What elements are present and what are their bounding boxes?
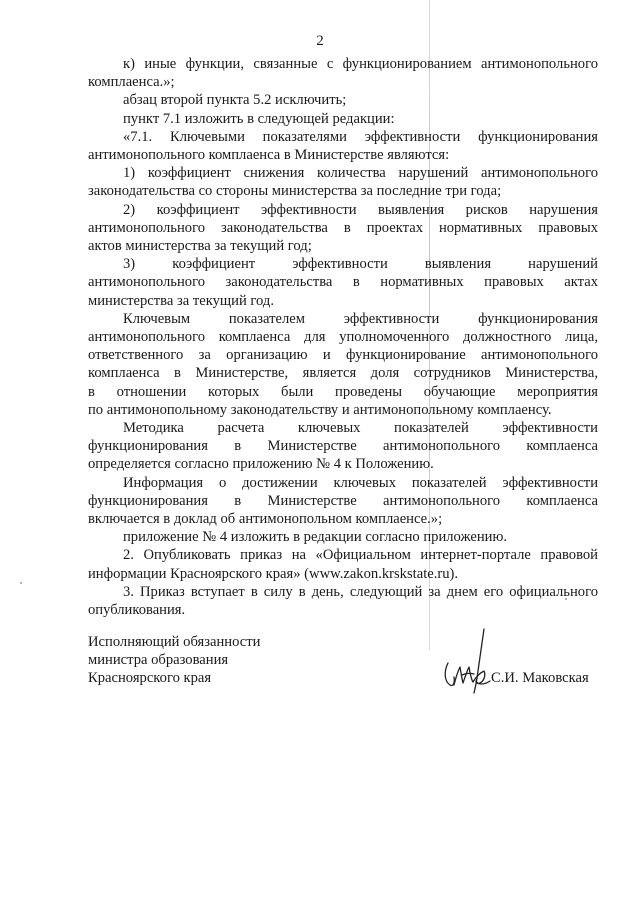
paragraph-line: опубликования. [88, 602, 186, 619]
scan-speck [20, 582, 22, 584]
paragraph-line: 3. Приказ вступает в силу в день, следующий за днем его официального [123, 583, 598, 600]
paragraph-line: Методика расчета ключевых показателей эффективности [123, 420, 598, 437]
paragraph-line: 2) коэффициент эффективности выявления рисков нарушения [123, 201, 598, 218]
signatory-title-line: министра образования [88, 652, 229, 669]
paragraph-line: комплаенса.»; [88, 74, 175, 91]
signatory-title [88, 633, 260, 688]
paragraph-line: законодательства со стороны министерства за последние три года; [88, 183, 502, 200]
signatory-title-line: Исполняющий обязанности [88, 634, 261, 650]
document-body [88, 55, 598, 619]
paragraph-line: в отношении которых были проведены обучающие мероприятия [88, 383, 598, 400]
paragraph-line: антимонопольного законодательства в нормативных правовых актах [88, 274, 598, 291]
paragraph-line: ответственного за организацию и функционирование антимонопольного [88, 347, 598, 364]
paragraph-line: функционирования в Министерстве антимонопольного комплаенса [88, 492, 598, 509]
paragraph-line: антимонопольного комплаенса в Министерстве являются: [88, 147, 450, 164]
paragraph-line: Ключевым показателем эффективности функционирования [123, 310, 598, 327]
paragraph-line: к) иные функции, связанные с функционированием антимонопольного [123, 56, 598, 72]
paragraph-line: антимонопольного законодательства в проектах нормативных правовых [88, 219, 598, 236]
paragraph-line: 2. Опубликовать приказ на «Официальном интернет-портале правовой [123, 547, 598, 564]
paragraph-line: абзац второй пункта 5.2 исключить; [123, 92, 347, 109]
paragraph-line: включается в доклад об антимонопольном комплаенсе.»; [88, 511, 443, 528]
signatory-title-line: Красноярского края [88, 670, 212, 687]
paragraph-line: 3) коэффициент эффективности выявления нарушений [123, 256, 598, 273]
paragraph-line: актов министерства за текущий год; [88, 238, 312, 255]
paragraph-line: информации Красноярского края» (www.zakon.krskstate.ru). [88, 565, 459, 582]
paragraph-line: Информация о достижении ключевых показателей эффективности [123, 474, 598, 491]
paragraph-line: по антимонопольному законодательству и антимонопольному комплаенсу. [88, 401, 552, 418]
paragraph-line: приложение № 4 изложить в редакции согласно приложению. [123, 529, 508, 546]
paragraph-line: функционирования в Министерстве антимонопольного комплаенса [88, 438, 598, 455]
paragraph-line: комплаенса в Министерстве, является доля сотрудников Министерства, [88, 365, 598, 382]
paragraph-line: министерства за текущий год. [88, 292, 274, 309]
page-number: 2 [316, 33, 324, 49]
paragraph-line: антимонопольного комплаенса для уполномоченного должностного лица, [88, 329, 598, 346]
paragraph-line: 1) коэффициент снижения количества нарушений антимонопольного [123, 165, 598, 182]
paragraph-line: пункт 7.1 изложить в следующей редакции: [123, 110, 395, 127]
signer-name: С.И. Маковская [491, 670, 589, 686]
paragraph-line: определяется согласно приложению № 4 к Положению. [88, 456, 434, 473]
paragraph-line: «7.1. Ключевыми показателями эффективности функционирования [123, 128, 598, 145]
